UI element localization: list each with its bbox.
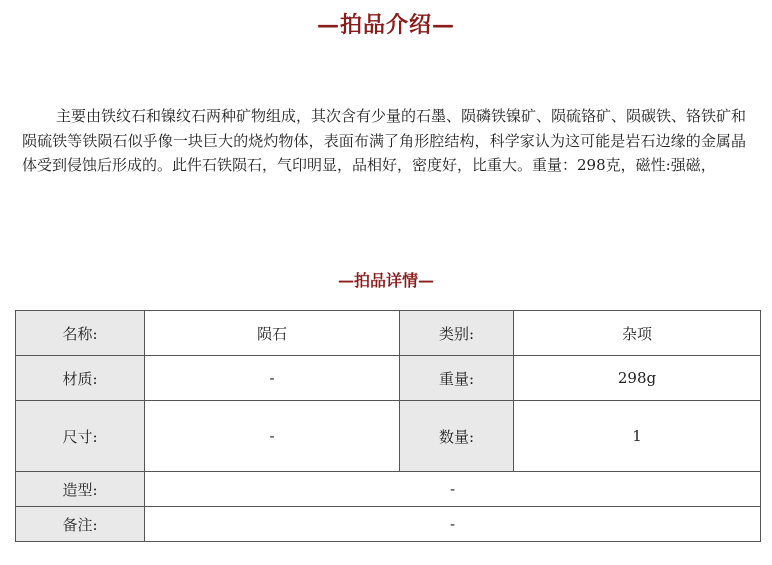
weight-label: 重量: bbox=[400, 356, 514, 401]
weight-value: 298g bbox=[514, 356, 761, 401]
quantity-value: 1 bbox=[514, 401, 761, 472]
name-value: 陨石 bbox=[145, 311, 400, 356]
intro-section-title: —拍品介绍— bbox=[316, 12, 455, 38]
size-value: - bbox=[145, 401, 400, 472]
table-row bbox=[16, 507, 761, 542]
size-label: 尺寸: bbox=[16, 401, 145, 472]
details-table bbox=[15, 310, 761, 542]
table-row bbox=[16, 472, 761, 507]
material-label: 材质: bbox=[16, 356, 145, 401]
intro-description: 主要由铁纹石和镍纹石两种矿物组成，其次含有少量的石墨、陨磷铁镍矿、陨硫铬矿、陨碳铁、铬铁矿和陨硫铁等铁陨石似乎像一块巨大的烧灼物体，表面布满了角形腔结构，科学家认为这可能是岩石边缘的金属晶体受到侵蚀后形成的。此件石铁陨石，气印明显，品相好，密度好，比重大。重量：298克，磁性:强磁， bbox=[22, 107, 747, 174]
category-label: 类别: bbox=[400, 311, 514, 356]
remark-value: - bbox=[145, 507, 761, 542]
remark-label: 备注: bbox=[16, 507, 145, 542]
details-section-title: —拍品详情— bbox=[337, 271, 434, 290]
shape-label: 造型: bbox=[16, 472, 145, 507]
quantity-label: 数量: bbox=[400, 401, 514, 472]
table-row bbox=[16, 311, 761, 356]
table-row bbox=[16, 401, 761, 472]
category-value: 杂项 bbox=[514, 311, 761, 356]
shape-value: - bbox=[145, 472, 761, 507]
name-label: 名称: bbox=[16, 311, 145, 356]
material-value: - bbox=[145, 356, 400, 401]
table-row bbox=[16, 356, 761, 401]
